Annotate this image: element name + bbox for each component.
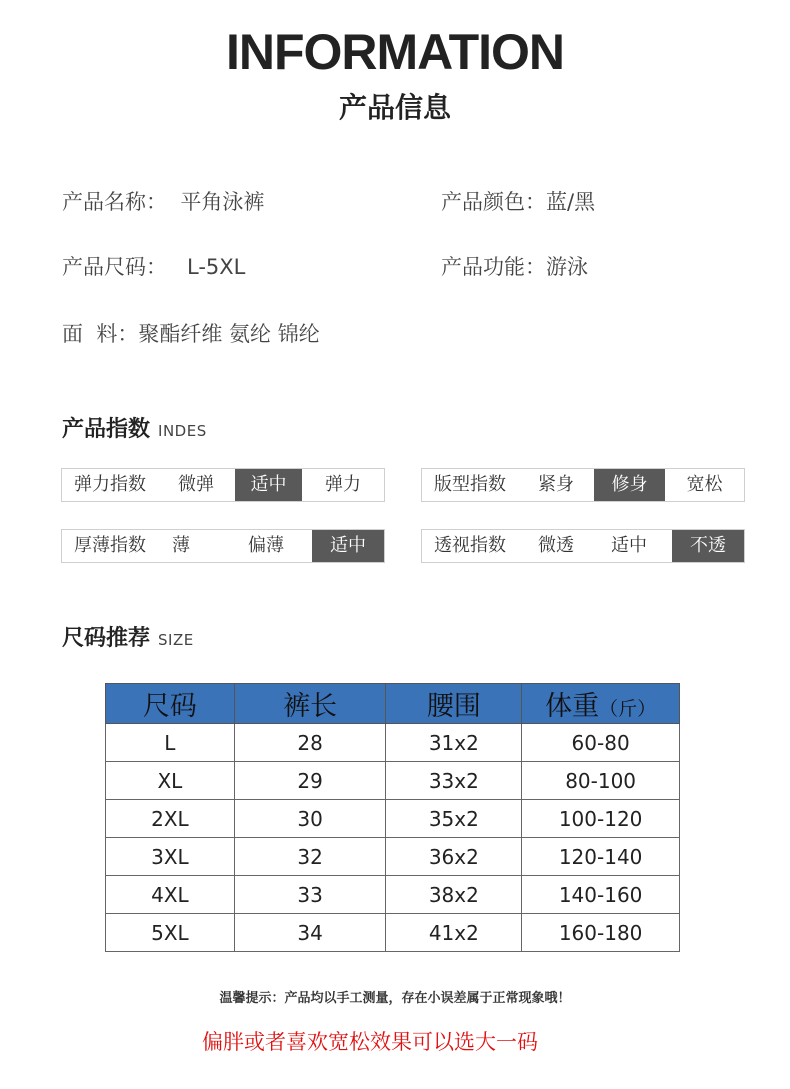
size-section-title bbox=[62, 624, 194, 655]
table-row bbox=[106, 724, 680, 762]
header-size: 尺码 bbox=[106, 684, 235, 724]
header-weight-unit: （斤） bbox=[599, 698, 657, 720]
index-transparency-option-3: 不透 bbox=[672, 530, 744, 562]
cell-weight: 80-100 bbox=[522, 762, 680, 800]
cell-weight: 100-120 bbox=[522, 800, 680, 838]
index-transparency bbox=[421, 529, 745, 563]
index-transparency-label: 透视指数 bbox=[434, 535, 506, 556]
size-section-subtitle: SIZE bbox=[158, 631, 194, 649]
cell-length: 32 bbox=[234, 838, 386, 876]
cell-waist: 38x2 bbox=[386, 876, 522, 914]
product-color: 产品颜色：蓝/黑 bbox=[441, 190, 596, 214]
index-elasticity bbox=[61, 468, 385, 502]
cell-waist: 31x2 bbox=[386, 724, 522, 762]
cell-size: 4XL bbox=[106, 876, 235, 914]
measurement-tip: 温馨提示：产品均以手工测量，存在小误差属于正常现象哦！ bbox=[219, 991, 571, 1006]
table-row bbox=[106, 762, 680, 800]
index-thickness-option-1: 薄 bbox=[172, 535, 190, 556]
index-fit-option-2: 修身 bbox=[594, 469, 665, 501]
cell-waist: 41x2 bbox=[386, 914, 522, 952]
index-transparency-option-1: 微透 bbox=[538, 535, 574, 556]
title-chinese: 产品信息 bbox=[338, 91, 451, 124]
cell-waist: 36x2 bbox=[386, 838, 522, 876]
index-section-title-cn: 产品指数 bbox=[62, 417, 151, 442]
index-elasticity-option-1: 微弹 bbox=[178, 474, 214, 495]
index-elasticity-option-2: 适中 bbox=[235, 469, 302, 501]
size-section-title-cn: 尺码推荐 bbox=[62, 626, 151, 651]
cell-weight: 160-180 bbox=[522, 914, 680, 952]
table-row bbox=[106, 914, 680, 952]
index-fit-option-1: 紧身 bbox=[538, 474, 574, 495]
header-waist: 腰围 bbox=[386, 684, 522, 724]
cell-length: 30 bbox=[234, 800, 386, 838]
cell-weight: 120-140 bbox=[522, 838, 680, 876]
index-thickness-option-3: 适中 bbox=[312, 530, 384, 562]
cell-size: 2XL bbox=[106, 800, 235, 838]
header-length: 裤长 bbox=[234, 684, 386, 724]
index-transparency-option-2: 适中 bbox=[611, 535, 647, 556]
size-recommendation: 偏胖或者喜欢宽松效果可以选大一码 bbox=[202, 1030, 538, 1054]
index-thickness-option-2: 偏薄 bbox=[248, 535, 284, 556]
cell-waist: 35x2 bbox=[386, 800, 522, 838]
title-english: INFORMATION bbox=[225, 24, 565, 80]
cell-weight: 140-160 bbox=[522, 876, 680, 914]
product-function: 产品功能：游泳 bbox=[441, 255, 588, 279]
index-elasticity-option-3: 弹力 bbox=[325, 474, 361, 495]
index-thickness bbox=[61, 529, 385, 563]
index-fit-option-3: 宽松 bbox=[686, 474, 723, 495]
size-table-header-row bbox=[106, 684, 680, 724]
product-name: 产品名称： 平角泳裤 bbox=[62, 190, 265, 214]
cell-waist: 33x2 bbox=[386, 762, 522, 800]
product-material: 面 料：聚酯纤维 氨纶 锦纶 bbox=[62, 322, 320, 346]
cell-length: 29 bbox=[234, 762, 386, 800]
cell-weight: 60-80 bbox=[522, 724, 680, 762]
index-fit-label: 版型指数 bbox=[434, 474, 506, 495]
cell-length: 34 bbox=[234, 914, 386, 952]
cell-length: 33 bbox=[234, 876, 386, 914]
index-section-subtitle: INDES bbox=[158, 422, 207, 440]
header-weight bbox=[522, 684, 680, 724]
table-row bbox=[106, 876, 680, 914]
cell-length: 28 bbox=[234, 724, 386, 762]
cell-size: XL bbox=[106, 762, 235, 800]
index-section-title bbox=[62, 415, 207, 446]
index-elasticity-label: 弹力指数 bbox=[74, 474, 146, 495]
cell-size: 3XL bbox=[106, 838, 235, 876]
index-fit bbox=[421, 468, 745, 502]
cell-size: L bbox=[106, 724, 235, 762]
size-table bbox=[105, 683, 680, 952]
cell-size: 5XL bbox=[106, 914, 235, 952]
table-row bbox=[106, 838, 680, 876]
header-weight-label: 体重 bbox=[545, 691, 600, 722]
product-size: 产品尺码： L-5XL bbox=[62, 255, 246, 279]
index-thickness-label: 厚薄指数 bbox=[74, 535, 146, 556]
table-row bbox=[106, 800, 680, 838]
